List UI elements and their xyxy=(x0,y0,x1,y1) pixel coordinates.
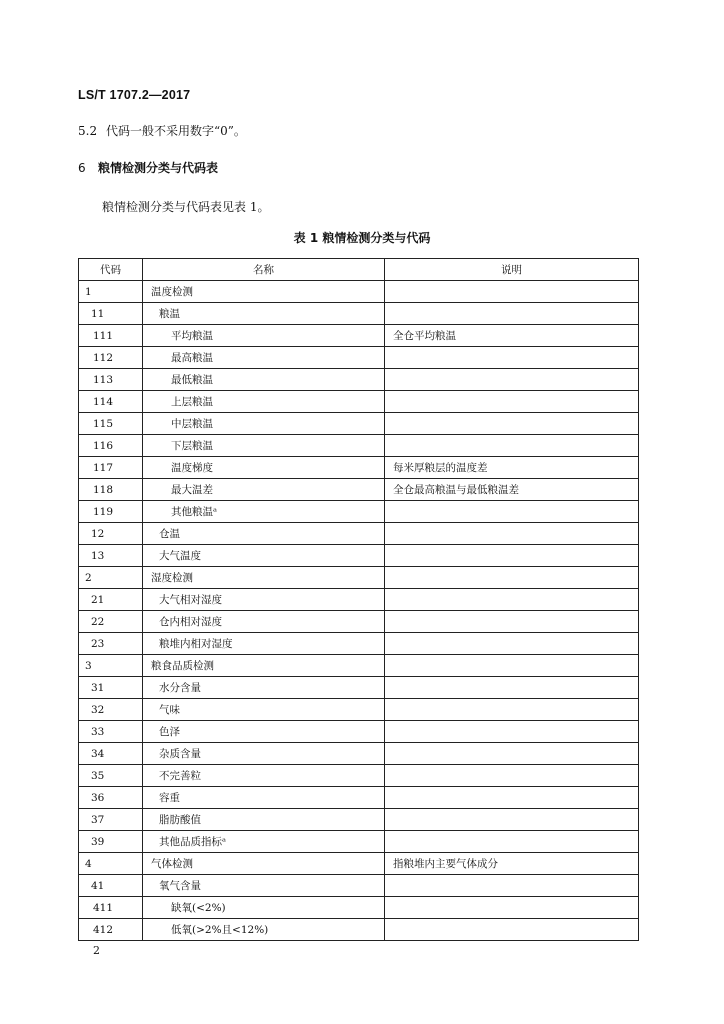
code-cell: 115 xyxy=(79,413,143,435)
table-row xyxy=(79,567,639,589)
code-cell: 2 xyxy=(79,567,143,589)
note-cell xyxy=(385,743,639,765)
code-table xyxy=(78,258,639,941)
table-row xyxy=(79,303,639,325)
clause-5-2 xyxy=(78,122,246,139)
header-code: 代码 xyxy=(79,259,143,281)
name-cell: 色泽 xyxy=(143,721,385,743)
code-cell: 32 xyxy=(79,699,143,721)
code-cell: 111 xyxy=(79,325,143,347)
table-row xyxy=(79,765,639,787)
code-cell: 114 xyxy=(79,391,143,413)
code-cell: 13 xyxy=(79,545,143,567)
section-number: 6 xyxy=(78,161,86,175)
table-row xyxy=(79,699,639,721)
name-cell: 氧气含量 xyxy=(143,875,385,897)
name-cell: 水分含量 xyxy=(143,677,385,699)
table-row xyxy=(79,875,639,897)
table-row xyxy=(79,853,639,875)
name-cell: 粮温 xyxy=(143,303,385,325)
name-cell: 仓温 xyxy=(143,523,385,545)
code-cell: 34 xyxy=(79,743,143,765)
name-cell: 其他粮温ᵃ xyxy=(143,501,385,523)
code-cell: 118 xyxy=(79,479,143,501)
note-cell: 指粮堆内主要气体成分 xyxy=(385,853,639,875)
table-row xyxy=(79,413,639,435)
table-row xyxy=(79,743,639,765)
code-cell: 41 xyxy=(79,875,143,897)
name-cell: 其他品质指标ᵃ xyxy=(143,831,385,853)
name-cell: 上层粮温 xyxy=(143,391,385,413)
note-cell xyxy=(385,677,639,699)
name-cell: 粮堆内相对湿度 xyxy=(143,633,385,655)
table-caption: 表 1 粮情检测分类与代码 xyxy=(293,231,431,245)
table-row xyxy=(79,325,639,347)
code-cell: 11 xyxy=(79,303,143,325)
code-cell: 37 xyxy=(79,809,143,831)
code-cell: 31 xyxy=(79,677,143,699)
note-cell xyxy=(385,831,639,853)
code-cell: 33 xyxy=(79,721,143,743)
name-cell: 粮食品质检测 xyxy=(143,655,385,677)
name-cell: 湿度检测 xyxy=(143,567,385,589)
code-cell: 35 xyxy=(79,765,143,787)
note-cell xyxy=(385,919,639,941)
table-row xyxy=(79,611,639,633)
table-row xyxy=(79,347,639,369)
section-title: 粮情检测分类与代码表 xyxy=(98,161,219,175)
body-paragraph: 粮情检测分类与代码表见表 1。 xyxy=(102,200,270,214)
table-header-row xyxy=(79,259,639,281)
note-cell xyxy=(385,633,639,655)
table-row xyxy=(79,897,639,919)
name-cell: 下层粮温 xyxy=(143,435,385,457)
table-row xyxy=(79,435,639,457)
code-cell: 12 xyxy=(79,523,143,545)
name-cell: 最高粮温 xyxy=(143,347,385,369)
table-row xyxy=(79,369,639,391)
code-cell: 39 xyxy=(79,831,143,853)
note-cell xyxy=(385,897,639,919)
standard-number: LS/T 1707.2—2017 xyxy=(78,88,191,102)
name-cell: 容重 xyxy=(143,787,385,809)
code-cell: 36 xyxy=(79,787,143,809)
table-row xyxy=(79,655,639,677)
note-cell xyxy=(385,347,639,369)
note-cell xyxy=(385,699,639,721)
note-cell xyxy=(385,655,639,677)
note-cell xyxy=(385,611,639,633)
table-row xyxy=(79,831,639,853)
note-cell: 每米厚粮层的温度差 xyxy=(385,457,639,479)
name-cell: 气味 xyxy=(143,699,385,721)
note-cell xyxy=(385,303,639,325)
section-6-heading xyxy=(78,159,218,176)
table-body xyxy=(79,281,639,941)
name-cell: 仓内相对湿度 xyxy=(143,611,385,633)
table-row xyxy=(79,919,639,941)
note-cell: 全仓平均粮温 xyxy=(385,325,639,347)
code-cell: 23 xyxy=(79,633,143,655)
table-row xyxy=(79,281,639,303)
name-cell: 低氧(>2%且<12%) xyxy=(143,919,385,941)
note-cell xyxy=(385,413,639,435)
name-cell: 大气相对湿度 xyxy=(143,589,385,611)
name-cell: 最低粮温 xyxy=(143,369,385,391)
name-cell: 大气温度 xyxy=(143,545,385,567)
name-cell: 温度检测 xyxy=(143,281,385,303)
table-row xyxy=(79,633,639,655)
code-cell: 412 xyxy=(79,919,143,941)
code-cell: 119 xyxy=(79,501,143,523)
code-cell: 112 xyxy=(79,347,143,369)
note-cell xyxy=(385,501,639,523)
header-note: 说明 xyxy=(385,259,639,281)
name-cell: 不完善粒 xyxy=(143,765,385,787)
table-row xyxy=(79,589,639,611)
clause-text: 代码一般不采用数字“0”。 xyxy=(106,124,246,138)
code-cell: 113 xyxy=(79,369,143,391)
code-cell: 1 xyxy=(79,281,143,303)
note-cell xyxy=(385,765,639,787)
note-cell xyxy=(385,523,639,545)
note-cell: 全仓最高粮温与最低粮温差 xyxy=(385,479,639,501)
note-cell xyxy=(385,369,639,391)
note-cell xyxy=(385,809,639,831)
name-cell: 中层粮温 xyxy=(143,413,385,435)
note-cell xyxy=(385,787,639,809)
table-row xyxy=(79,677,639,699)
note-cell xyxy=(385,721,639,743)
name-cell: 杂质含量 xyxy=(143,743,385,765)
code-cell: 3 xyxy=(79,655,143,677)
name-cell: 脂肪酸值 xyxy=(143,809,385,831)
header-name: 名称 xyxy=(143,259,385,281)
note-cell xyxy=(385,567,639,589)
table-row xyxy=(79,479,639,501)
note-cell xyxy=(385,589,639,611)
page-number: 2 xyxy=(93,944,100,957)
table-row xyxy=(79,809,639,831)
name-cell: 缺氧(<2%) xyxy=(143,897,385,919)
code-cell: 411 xyxy=(79,897,143,919)
name-cell: 最大温差 xyxy=(143,479,385,501)
code-cell: 116 xyxy=(79,435,143,457)
code-cell: 4 xyxy=(79,853,143,875)
name-cell: 气体检测 xyxy=(143,853,385,875)
table-row xyxy=(79,501,639,523)
note-cell xyxy=(385,875,639,897)
code-cell: 21 xyxy=(79,589,143,611)
note-cell xyxy=(385,435,639,457)
table-row xyxy=(79,391,639,413)
name-cell: 温度梯度 xyxy=(143,457,385,479)
name-cell: 平均粮温 xyxy=(143,325,385,347)
table-row xyxy=(79,721,639,743)
clause-number: 5.2 xyxy=(78,124,98,138)
table-row xyxy=(79,457,639,479)
code-cell: 117 xyxy=(79,457,143,479)
table-row xyxy=(79,787,639,809)
table-row xyxy=(79,545,639,567)
table-row xyxy=(79,523,639,545)
note-cell xyxy=(385,391,639,413)
note-cell xyxy=(385,545,639,567)
code-cell: 22 xyxy=(79,611,143,633)
note-cell xyxy=(385,281,639,303)
